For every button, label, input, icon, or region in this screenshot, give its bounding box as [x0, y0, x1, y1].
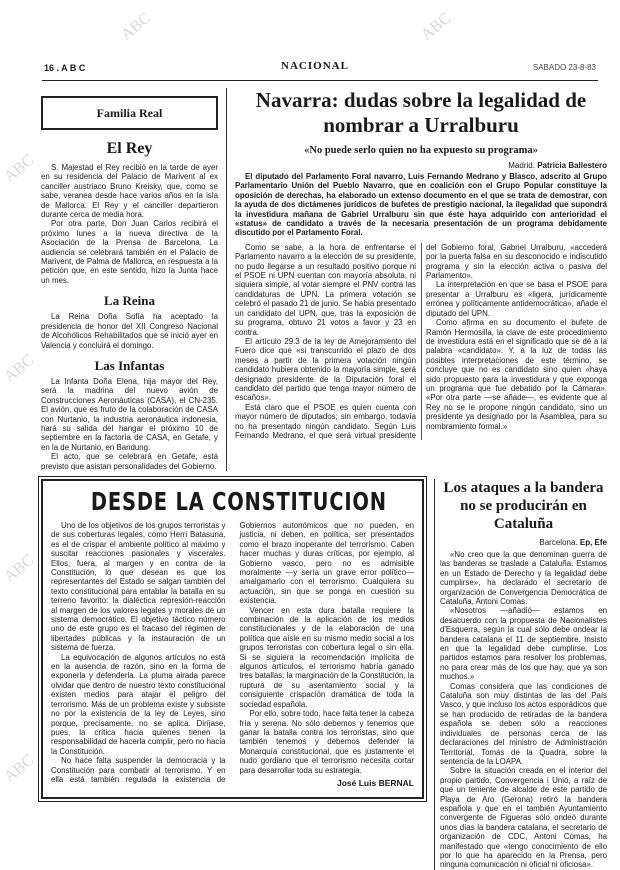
- rey-text: [41, 163, 218, 285]
- paragraph: No hace falta suspender la democracia y la Constitución para combatir al terrorismo. Y en ella está también regulada la existencia de Gobiernos autonómicos que no pueden, en justicia, ni deben, en política, ser presentados como el brazo inoperante del terrorismo. Caben hacer muchas y duras críticas, por ejemplo, al Gobierno vasco, pero no es admisible moralmente —y sería un grave error político— amalgamarlo con el terrorismo. Cualquiera su actuación, sin que se ponga en cuestión su existencia.: [51, 520, 414, 784]
- paragraph: Como afirma en su documento el bufete de Ramón Hermosilla, la clave de este procedimiento de investidura está en el significado que se dé a la palabra «candidato». Y, a la luz de todas las posibles interpretaciones de este término, se concluye que no es candidato sino quien «haya sido propuesto para la investidura y que exponga un programa que fue debatido por la Cámara». «Por otra parte —se añade—, es evidente que al Rey no se le propone ningún candidato, sino un presidente ya designado por la Asamblea, para su nombramiento formal.»: [426, 318, 607, 431]
- lead-paragraph: El diputado del Parlamento Foral navarro, Luis Fernando Medrano y Blasco, adscrito al Grupo Parlamentario Unión del Pueblo Navarro, que en coalición con el Grupo Popular constituye la oposición de derechas, ha elaborado un extenso documento en el que se trata de demostrar, con la ayuda de dos dictámenes jurídicos de bufetes de prestigio nacional, la ilegalidad que supondrá la investidura mañana de Gabriel Urralburu sin que éste haya adquirido con anterioridad el «status» de candidato a través de la necesaria presentación de un programa debidamente discutido por el Parlamento Foral.: [235, 172, 607, 238]
- paragraph: Por otra parte, Don Juan Carlos recibirá el próximo lunes a la nueva directiva de la Asociación de la Prensa de Barcelona. La audiencia se celebrará también en el Palacio de Marivent, de Palma de Mallorca, en respuesta a la petición que, en este sentido, hizo la Junta hace un mes.: [41, 219, 218, 285]
- editorial-title: DESDE LA CONSTITUCION: [90, 486, 387, 516]
- issue-date: SABADO 23-8-83: [532, 63, 596, 72]
- infantas-text: [41, 377, 218, 471]
- paragraph: «No creo que la que denominan guerra de las banderas se traslade a Cataluña. Estamos en un Estado de Derecho y la legalidad debe cumplirse», ha declarado el secretario de organización de Convergencia Democrática de Cataluña, Antoni Comas.: [440, 549, 607, 606]
- page-content: [41, 88, 607, 870]
- cataluna-headline: Los ataques a la bandera no se producirán en Cataluña: [443, 479, 604, 532]
- paragraph: La Reina Doña Sofía ha aceptado la presidencia de honor del XII Congreso Nacional de Alcohólicos Rehabilitados que se inició ayer en Valencia y concluirá el domingo.: [41, 312, 218, 350]
- cataluna-body: [440, 550, 607, 870]
- section-title-rey: El Rey: [106, 140, 153, 157]
- paragraph: S. Majestad el Rey recibió en la tarde de ayer en su residencia del Palacio de Marivent al ex canciller austriaco Bruno Kreisky, que, como se sabe, veranea desde hace varios años en la isla de Mallorca. El Rey y el canciller departieron durante cerca de media hora.: [41, 163, 218, 220]
- section-title-reina: La Reina: [104, 293, 155, 309]
- reina-text: [41, 312, 218, 350]
- familia-real-title: Familia Real: [96, 105, 163, 120]
- navarra-byline: [235, 161, 607, 171]
- header-rule: [42, 80, 598, 81]
- abc-watermark: ABC: [1, 151, 38, 186]
- familia-real-column: [41, 88, 227, 471]
- editorial-box: [41, 479, 424, 799]
- paragraph: La equivocación de algunos artículos no está en la ausencia de razón, sino en la forma de exponerla y defenderla. La pluma airada parece olvidar que dentro de nuestro texto constitucional existen medios para atajar el peligro del terrorismo. Más de un problema existe y subsiste no por la existencia de la ley de Leyes, sino porque, precisamente, no se aplica. Diríjase, pues, la crítica hacia quienes tienen la responsabilidad de hacerla cumplir, pero no hacia la Constitución.: [51, 652, 226, 756]
- section-name: NACIONAL: [281, 60, 349, 72]
- top-row: [41, 88, 607, 471]
- paragraph: Sobre la situación creada en el interior del propio partido, Convergencia i Unió, a raíz de que un teniente de alcalde de este partido de Playa de Aro (Gerona) retiró la bandera española y que en el también Ayuntamiento convergente de Figueras sólo ondeó durante unos días la bandera catalana, el secretario de organización de CDC, Antoni Comas, ha manifestado que «tengo conocimiento de ello por lo que ha aparecido en la Prensa, pero ninguna comunicación ni oficial ni oficiosa».: [440, 766, 607, 870]
- paragraph: Como se sabe, a la hora de enfrentarse el Parlamento navarro a la elección de su presidente, no pudo llegarse a un resultado positivo porque ni el PSOE ni UPN cuentan con mayoría absoluta, ni siquiera simple, al votar siempre el PNV contra las candidaturas de UPN. La primera votación se celebró el pasado 21 de junio. Se había presentado un candidato del UPN, que, tras la exposición de su programa, obtuvo 21 votos a favor y 23 en contra.: [235, 242, 416, 337]
- paragraph: La Infanta Doña Elena, hija mayor del Rey, será la madrina del nuevo avión de Construcciones Aeronáuticas (CASA), el CN-235. El avión, que es fruto de la colaboración de CASA con Nurtanio, la industria aeronáutica indonesia, hará su salida del hangar el próximo 10 de septiembre en la factoría de CASA, en Getafe, y en la de Nurtanio, en Bandung.: [41, 376, 218, 452]
- paragraph: El artículo 29.3 de la ley de Amejoramiento del Fuero dice que «si transcurrido el plazo de dos meses a partir de la primera votación ningún candidato hubiera obtenido la mayoría simple, será designado presidente de la Diputación foral el candidato del partido que tenga mayor número de escaños».: [235, 336, 416, 403]
- navarra-lead: [235, 172, 607, 238]
- page-number: 16 . A B C: [44, 63, 86, 73]
- abc-watermark: ABC: [1, 351, 38, 386]
- bottom-row: [41, 479, 607, 870]
- paragraph: Vencer en esta dura batalla requiere la combinación de la aplicación de los medios constitucionales y de la elaboración de una política que aísle en su mismo medio social a los grupos terroristas con cobertura legal o sin ella. Si se siguiera la recomendación implícita de algunos artículos, el terrorismo habría ganado tres batallas: la marginación de la Constitución, la ruptura de su asentamiento social y la consiguiente crispación dramática de toda la sociedad española.: [239, 605, 414, 709]
- byline-place: Madrid.: [508, 161, 535, 170]
- navarra-headline: Navarra: dudas sobre la legalidad de nombrar a Urralburu: [255, 88, 587, 137]
- paragraph: «Nosotros —añadió— estamos en desacuerdo con la propuesta de Nacionalistes d'Esquerra, según la cual sólo debe ondear la bandera catalana el 11 de septiembre. Insisto en que la legalidad debe cumplirse. Los partidos estamos para resolver los problemas, no para crear más de los que hay, que ya son muchos.»: [440, 606, 607, 682]
- navarra-body: [235, 243, 607, 441]
- byline-agency: Ep, Efe: [579, 537, 607, 547]
- section-title-infantas: Las Infantas: [94, 357, 165, 373]
- abc-watermark: ABC: [418, 9, 455, 44]
- editorial-author: José Luis BERNAL: [337, 777, 414, 788]
- paragraph: Uno de los objetivos de los grupos terroristas y de sus coberturas legales, como Herri Batasuna, es el de crispar el ambiente político al máximo y suscitar reacciones pasionales y viscerales. Ellos, fuera, al margen y en contra de la Constitución, lo que desean es que los representantes del Estado se salgan también del texto constitucional para entablar la batalla en su terreno favorito: la dialéctica represión-reacción al margen de los valores legales y morales de un sistema democrático. El objetivo táctico número uno de este grupo es el fracaso del régimen de libertades públicas y la instauración de un sistema de fuerza.: [51, 520, 226, 653]
- paragraph: Por ello, sobre todo, hace falta tener la cabeza fría y serena. No sólo debemos y tenemos que ganar la batalla contra los terroristas, sino que también tenemos y debemos defender la Monarquía constitucional, que es justamente el nudo gordiano que el terrorismo necesita cortar para desarrollar toda su estrategia.: [239, 709, 414, 775]
- paragraph: El acto, que se celebrará en Getafe, está previsto que asistan personalidades del Gobierno.: [41, 452, 218, 471]
- paragraph: Comas considera que las condiciones de Cataluña son muy distintas de las del País Vasco, y que incluso los actos esporádicos que se han producido de retiradas de la bandera española se deben sólo a reacciones individuales de personas cerca de las declaraciones del ministro de Administración Territorial, Tomás de la Quadra, sobre la sentencia de la LOAPA.: [440, 681, 607, 766]
- navarra-article: [235, 88, 607, 440]
- byline-place: Barcelona.: [539, 537, 578, 547]
- abc-watermark: ABC: [1, 551, 38, 586]
- familia-real-box: [41, 96, 218, 130]
- byline-author: Patricia Ballestero: [537, 161, 607, 170]
- navarra-subhead: «No puede serlo quien no ha expuesto su programa»: [304, 145, 538, 156]
- cataluna-article: [434, 479, 607, 870]
- paragraph: La interpretación en que se basa el PSOE para presentar a Urralburu es «ligera, jurídicamente errónea y políticamente antidemocrática», añade el diputado del UPN.: [426, 280, 607, 318]
- abc-watermark: ABC: [1, 751, 38, 786]
- paragraph: Está claro que el PSOE es quien cuenta con mayor número de diputados; sin embargo, todavía no ha presentado ningún candidato. Según Luis Fernando Medrano, el que será virtual presidente del Gobierno foral, Gabriel Urralburu, «accederá por la puerta falsa en su desconocido e indiscutido programa y sin la elección activa o pasiva del Parlamento».: [235, 242, 607, 440]
- editorial-body: [51, 521, 414, 789]
- cataluna-byline: [440, 538, 607, 548]
- abc-watermark: ABC: [118, 9, 155, 44]
